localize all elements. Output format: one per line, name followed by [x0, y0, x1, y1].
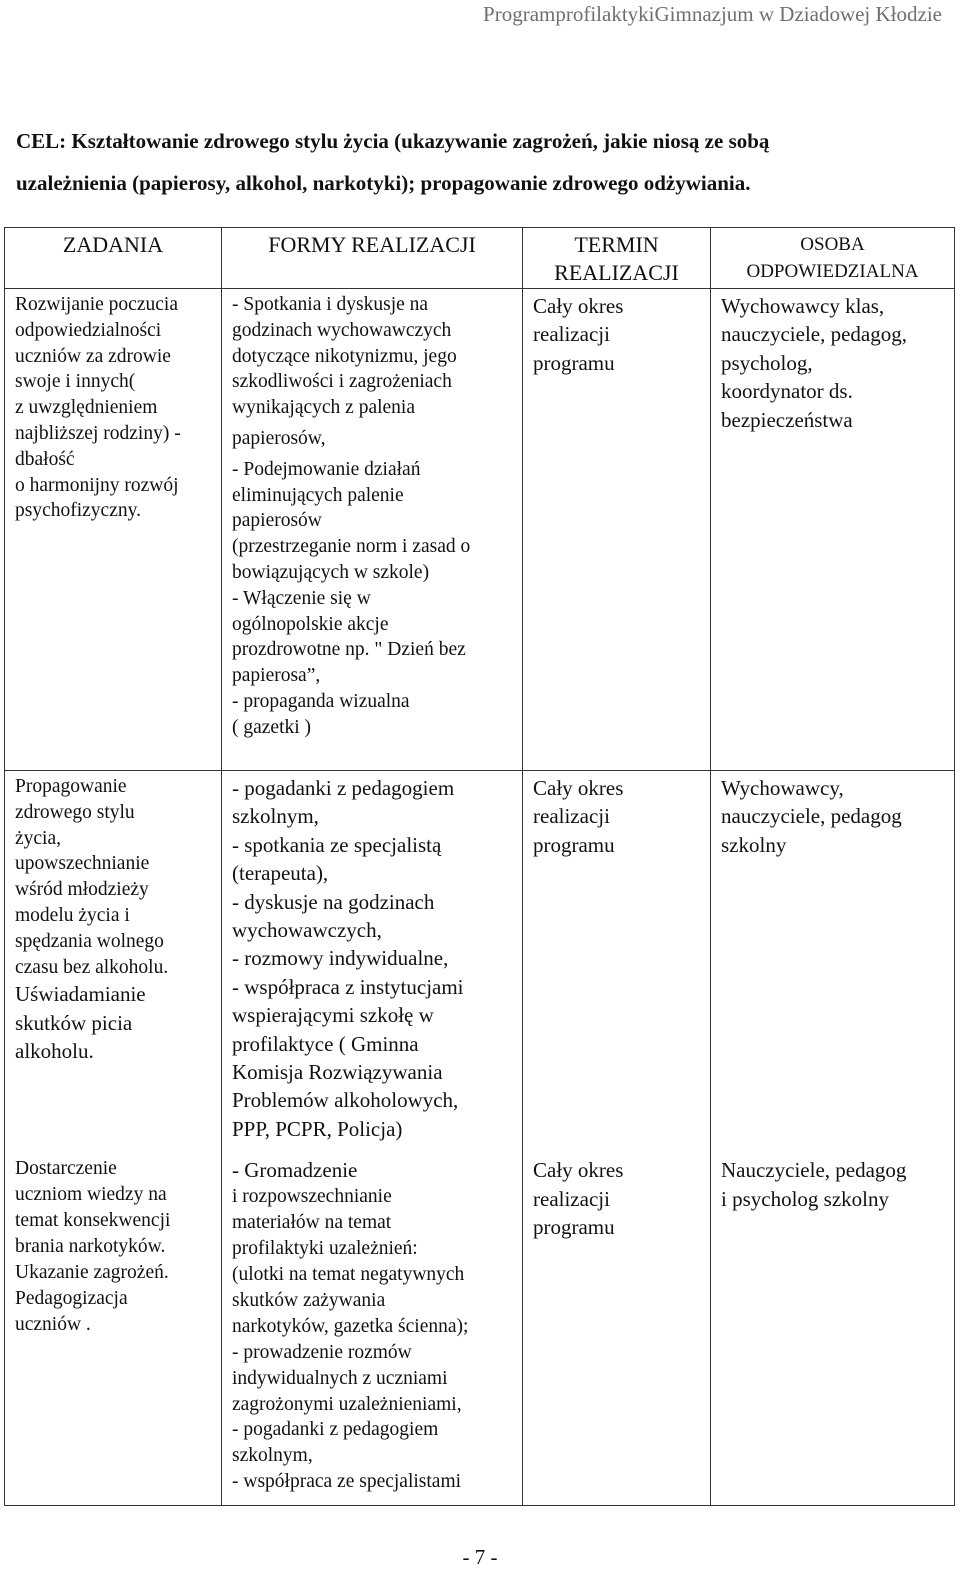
text-line: wśród młodzieży [15, 879, 149, 901]
text-line: uczniów za zdrowie [15, 345, 171, 367]
header-term [523, 228, 711, 289]
text-line: Ukazanie zagrożeń. [15, 1261, 169, 1283]
text-line: brania narkotyków. [15, 1236, 166, 1257]
header-term-line: TERMIN [574, 232, 659, 257]
cell-tasks [5, 771, 222, 1154]
page-number: - 7 - [462, 1545, 498, 1569]
text-line: godzinach wychowawczych [232, 319, 452, 341]
text-line: ( gazetki ) [232, 716, 312, 738]
cell-term [523, 1153, 711, 1505]
header-owner-line: OSOBA [800, 234, 865, 255]
header-owner-line: ODPOWIEDZIALNA [746, 261, 919, 282]
text-line: Cały okres [533, 776, 624, 800]
text-line: (przestrzeganie norm i zasad o [232, 536, 471, 558]
text-line: bezpieczeństwa [721, 407, 853, 432]
text-line: PPP, PCPR, Policja) [232, 1116, 403, 1141]
text-line: narkotyków, gazetka ścienna); [232, 1315, 469, 1337]
text-line: z uwzględnieniem [15, 397, 158, 419]
text-line: o harmonijny rozwój [15, 474, 179, 496]
text-line: dotyczące nikotynizmu, jego [232, 345, 457, 367]
text-line: swoje i innych( [15, 371, 136, 393]
text-line: szkolnym, [232, 1445, 313, 1467]
text-line: papierosa”, [232, 665, 321, 687]
text-line: koordynator ds. [721, 379, 853, 404]
text-line: (terapeuta), [232, 861, 329, 886]
text-line: i psycholog szkolny [721, 1186, 889, 1211]
program-table [4, 227, 955, 1506]
header-forms: FORMY REALIZACJI [222, 228, 523, 289]
goal-line: CEL: Kształtowanie zdrowego stylu życia (ukazywanie zagrożeń, jakie niosą ze sobą [16, 129, 770, 153]
text-line: realizacji [533, 322, 610, 347]
header-owner [711, 228, 955, 289]
text-line: skutków zażywania [232, 1289, 386, 1311]
cell-tasks [5, 289, 222, 771]
text-line: - spotkania ze specjalistą [232, 832, 442, 857]
text-line: realizacji [533, 804, 610, 829]
text-line: eliminujących palenie [232, 484, 404, 506]
text-line: wspierającymi szkołę w [232, 1003, 434, 1028]
text-line: - Gromadzenie [232, 1158, 358, 1183]
text-line: nauczyciele, pedagog, [721, 322, 907, 347]
text-line: - współpraca z instytucjami [232, 974, 464, 999]
text-line: dbałość [15, 448, 75, 470]
text-line: szkolnym, [232, 804, 319, 829]
cell-owner [711, 289, 955, 771]
text-line: i rozpowszechnianie [232, 1186, 392, 1208]
text-line: - Podejmowanie działań [232, 458, 421, 480]
goal-statement [16, 120, 946, 204]
text-line: Dostarczenie [15, 1158, 117, 1180]
text-line: - Włączenie się w [232, 587, 371, 609]
cell-term [523, 289, 711, 771]
cell-forms [222, 771, 523, 1154]
text-line: - prowadzenie rozmów [232, 1341, 412, 1363]
text-line: spędzania wolnego [15, 930, 164, 952]
text-line: psychofizyczny. [15, 500, 141, 522]
text-line: temat konsekwencji [15, 1210, 171, 1232]
text-line: uczniom wiedzy na [15, 1184, 167, 1206]
goal-line: uzależnienia (papierosy, alkohol, narkotyki); propagowanie zdrowego odżywiania. [16, 171, 751, 195]
text-line: - współpraca ze specjalistami [232, 1471, 462, 1493]
header-term-line: REALIZACJI [554, 260, 679, 285]
table-row [5, 1153, 955, 1505]
text-line: życia, [15, 827, 62, 849]
text-line: profilaktyki uzależnień: [232, 1238, 418, 1260]
text-line: szkodliwości i zagrożeniach [232, 371, 452, 393]
text-line: szkolny [721, 832, 787, 857]
text-line: programu [533, 1215, 615, 1240]
text-line: bowiązujących w szkole) [232, 561, 430, 583]
text-line: ogólnopolskie akcje [232, 613, 389, 635]
text-line: programu [533, 350, 615, 375]
cell-tasks [5, 1153, 222, 1505]
text-line: Propagowanie [15, 776, 127, 797]
text-line: (ulotki na temat negatywnych [232, 1264, 465, 1285]
table-header-row [5, 228, 955, 289]
text-line: - dyskusje na godzinach [232, 889, 435, 914]
text-line: psycholog, [721, 350, 813, 375]
text-line: Uświadamianie [15, 982, 146, 1007]
text-line: papierosów, [232, 427, 326, 449]
text-line: - pogadanki z pedagogiem [232, 776, 455, 800]
text-line: Wychowawcy klas, [721, 294, 885, 318]
text-line: skutków picia [15, 1010, 133, 1035]
text-line: czasu bez alkoholu. [15, 956, 169, 978]
text-line: zdrowego stylu [15, 801, 135, 823]
text-line: Cały okres [533, 294, 624, 318]
text-line: Pedagogizacja [15, 1287, 128, 1309]
running-header: ProgramprofilaktykiGimnazjum w Dziadowej Kłodzie [483, 2, 942, 26]
cell-term [523, 771, 711, 1154]
text-line: materiałów na temat [232, 1212, 392, 1234]
header-tasks: ZADANIA [5, 228, 222, 289]
text-line: najbliższej rodziny) - [15, 422, 181, 444]
text-line: papierosów [232, 510, 322, 532]
text-line: - Spotkania i dyskusje na [232, 294, 429, 315]
table-row [5, 289, 955, 771]
cell-owner [711, 771, 955, 1154]
text-line: zagrożonymi uzależnieniami, [232, 1393, 462, 1415]
text-line: programu [533, 832, 615, 857]
text-line: wychowawczych, [232, 918, 382, 943]
text-line: - pogadanki z pedagogiem [232, 1419, 439, 1441]
text-line: wynikających z palenia [232, 397, 415, 419]
text-line: nauczyciele, pedagog [721, 804, 902, 829]
text-line: alkoholu. [15, 1039, 94, 1064]
text-line: profilaktyce ( Gminna [232, 1031, 419, 1056]
text-line: realizacji [533, 1186, 610, 1211]
cell-owner [711, 1153, 955, 1505]
text-line: Nauczyciele, pedagog [721, 1158, 907, 1183]
text-line: Komisja Rozwiązywania [232, 1060, 443, 1085]
text-line: Rozwijanie poczucia [15, 294, 178, 315]
text-line: upowszechnianie [15, 853, 150, 875]
text-line: - rozmowy indywidualne, [232, 946, 449, 971]
text-line: Problemów alkoholowych, [232, 1088, 459, 1113]
text-line: Wychowawcy, [721, 776, 844, 800]
text-line: odpowiedzialności [15, 319, 162, 341]
text-line: Cały okres [533, 1158, 624, 1183]
cell-forms [222, 1153, 523, 1505]
text-line: uczniów . [15, 1313, 91, 1335]
text-line: prozdrowotne np. " Dzień bez [232, 639, 466, 661]
text-line: modelu życia i [15, 904, 130, 926]
table-row [5, 771, 955, 1154]
text-line: indywidualnych z uczniami [232, 1367, 448, 1389]
cell-forms [222, 289, 523, 771]
text-line: - propaganda wizualna [232, 690, 410, 712]
